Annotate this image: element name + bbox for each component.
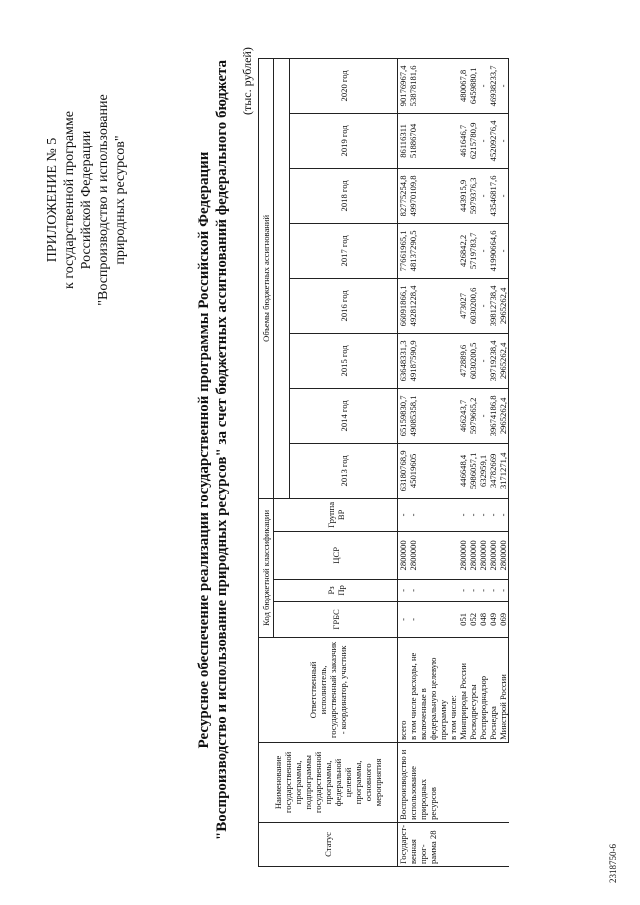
rz-pr-cell: - — [488, 579, 498, 601]
csr-cell: 2800000 — [478, 531, 488, 579]
value-cell: 2965262,4 — [498, 278, 509, 333]
header-year: 2017 год — [290, 223, 398, 278]
value-cell: - — [498, 58, 509, 113]
grbs-cell: 048 — [478, 601, 488, 637]
table-body — [398, 58, 509, 866]
value-cell: - — [478, 113, 488, 168]
value-cell: 82775254,8 — [398, 168, 409, 223]
value-cell: 6215780,9 — [468, 113, 478, 168]
appendix-header — [44, 50, 129, 350]
csr-cell: 2800000 — [488, 531, 498, 579]
value-cell: 2965262,4 — [498, 388, 509, 443]
program-name-cell: Воспроизводство и использование природных ресурсов — [398, 742, 509, 822]
value-cell: 472889,6 — [458, 333, 468, 388]
csr-cell: 2800000 — [408, 531, 448, 579]
value-cell: 34782669 — [488, 443, 498, 498]
value-cell: 39719238,4 — [488, 333, 498, 388]
rz-pr-cell: - — [468, 579, 478, 601]
value-cell: - — [498, 168, 509, 223]
header-vr: Группа ВР — [274, 498, 398, 531]
executor-cell: в том числе расходы, не включенные в федеральную целевую программу — [408, 637, 448, 742]
value-cell — [448, 168, 458, 223]
value-cell: 5979376,3 — [468, 168, 478, 223]
value-cell: 426842,2 — [458, 223, 468, 278]
grbs-cell: - — [408, 601, 448, 637]
grbs-cell: 051 — [458, 601, 468, 637]
value-cell: 77661965,1 — [398, 223, 409, 278]
value-cell: 49187590,9 — [408, 333, 448, 388]
header-year: 2020 год — [290, 58, 398, 113]
value-cell: - — [478, 58, 488, 113]
header-volumes: Объемы бюджетных ассигнований — [259, 58, 274, 498]
executor-cell: в том числе: — [448, 637, 458, 742]
value-cell: 48137290,5 — [408, 223, 448, 278]
appendix-line: природных ресурсов" — [113, 135, 128, 265]
document-number: 2318750-6 — [608, 844, 618, 883]
value-cell — [448, 58, 458, 113]
value-cell: 6459880,1 — [468, 58, 478, 113]
csr-cell: 2800000 — [468, 531, 478, 579]
rz-pr-cell: - — [398, 579, 409, 601]
units-label: (тыс. рублей) — [240, 47, 254, 115]
executor-cell: Росприроднадзор — [478, 637, 488, 742]
value-cell: 63180768,9 — [398, 443, 409, 498]
appendix-number: ПРИЛОЖЕНИЕ № 5 — [45, 137, 60, 263]
csr-cell: 2800000 — [498, 531, 509, 579]
vr-cell: - — [468, 498, 478, 531]
value-cell: 473027 — [458, 278, 468, 333]
value-cell: 6030200,5 — [468, 333, 478, 388]
value-cell: 45209276,4 — [488, 113, 498, 168]
value-cell: 6030200,6 — [468, 278, 478, 333]
value-cell — [448, 113, 458, 168]
vr-cell: - — [498, 498, 509, 531]
executor-cell: всего — [398, 637, 409, 742]
value-cell: 446648,4 — [458, 443, 468, 498]
value-cell: 49970109,8 — [408, 168, 448, 223]
header-year: 2018 год — [290, 168, 398, 223]
header-year: 2019 год — [290, 113, 398, 168]
csr-cell: 2800000 — [458, 531, 468, 579]
value-cell: 632959,1 — [478, 443, 488, 498]
vr-cell — [448, 498, 458, 531]
value-cell: 3171271,4 — [498, 443, 509, 498]
header-csr: ЦСР — [274, 531, 398, 579]
appendix-line: "Воспроизводство и использование — [96, 94, 111, 306]
table-row — [398, 58, 409, 866]
value-cell: 5979665,2 — [468, 388, 478, 443]
header-year: 2016 год — [290, 278, 398, 333]
value-cell — [448, 278, 458, 333]
rz-pr-cell: - — [478, 579, 488, 601]
grbs-cell — [448, 601, 458, 637]
csr-cell: 2800000 — [398, 531, 409, 579]
executor-cell: Минприроды России — [458, 637, 468, 742]
vr-cell: - — [458, 498, 468, 531]
appendix-line: к государственной программе — [62, 111, 77, 289]
value-cell: 5719783,7 — [468, 223, 478, 278]
value-cell: 63648331,3 — [398, 333, 409, 388]
rz-pr-cell — [448, 579, 458, 601]
value-cell: 51886704 — [408, 113, 448, 168]
value-cell: 443915,9 — [458, 168, 468, 223]
title-line-1: Ресурсное обеспечение реализации государственной программы Российской Федерации — [196, 151, 212, 749]
header-grbs: ГРБС — [274, 601, 398, 637]
value-cell: 480067,8 — [458, 58, 468, 113]
header-executor: Ответственный исполнитель, государственный заказчик - координатор, участник — [259, 637, 398, 742]
grbs-cell: 049 — [488, 601, 498, 637]
value-cell: 43546817,6 — [488, 168, 498, 223]
value-cell: 46938233,7 — [488, 58, 498, 113]
value-cell: 39812738,4 — [488, 278, 498, 333]
rz-pr-cell: - — [408, 579, 448, 601]
value-cell: 5986057,1 — [468, 443, 478, 498]
value-cell — [448, 388, 458, 443]
value-cell: 2965262,4 — [498, 333, 509, 388]
vr-cell: - — [488, 498, 498, 531]
value-cell: 53878181,6 — [408, 58, 448, 113]
csr-cell — [448, 531, 458, 579]
value-cell: 45019605 — [408, 443, 448, 498]
grbs-cell: - — [398, 601, 409, 637]
header-name: Наименование государственной программы, подпрограммы государственной программы, федеральной целевой программы, основного мероприятия — [259, 742, 398, 822]
value-cell — [448, 223, 458, 278]
value-cell: 65159830,7 — [398, 388, 409, 443]
rz-pr-cell: - — [458, 579, 468, 601]
value-cell: 39674186,8 — [488, 388, 498, 443]
header-status: Статус — [259, 822, 398, 866]
value-cell: 66091866,1 — [398, 278, 409, 333]
status-cell: Государст-венная прог-рамма 28 — [398, 822, 509, 866]
appendix-line: Российской Федерации — [79, 130, 94, 270]
value-cell: - — [478, 333, 488, 388]
value-cell: 466243,7 — [458, 388, 468, 443]
value-cell: 90176967,4 — [398, 58, 409, 113]
header-spacer — [274, 58, 290, 498]
executor-cell: Росводресурсы — [468, 637, 478, 742]
value-cell: - — [498, 223, 509, 278]
grbs-cell: 052 — [468, 601, 478, 637]
value-cell: - — [498, 113, 509, 168]
grbs-cell: 069 — [498, 601, 509, 637]
value-cell: - — [478, 388, 488, 443]
value-cell: 461646,7 — [458, 113, 468, 168]
value-cell: 49085358,1 — [408, 388, 448, 443]
header-year: 2015 год — [290, 333, 398, 388]
value-cell: - — [478, 278, 488, 333]
title-line-2: "Воспроизводство и использование природных ресурсов" за счет бюджетных ассигнований федерального бюджета — [214, 59, 230, 841]
page-title — [195, 25, 231, 875]
header-year: 2013 год — [290, 443, 398, 498]
value-cell — [448, 333, 458, 388]
vr-cell: - — [398, 498, 409, 531]
value-cell: 41990664,6 — [488, 223, 498, 278]
header-rz-pr: Рз Пр — [274, 579, 398, 601]
rz-pr-cell: - — [498, 579, 509, 601]
value-cell: - — [478, 168, 488, 223]
budget-table — [258, 58, 509, 867]
header-year: 2014 год — [290, 388, 398, 443]
value-cell: - — [478, 223, 488, 278]
executor-cell: Роснедра — [488, 637, 498, 742]
value-cell: 86116311 — [398, 113, 409, 168]
header-budget-code: Код бюджетной классификации — [259, 498, 274, 637]
value-cell — [448, 443, 458, 498]
vr-cell: - — [408, 498, 448, 531]
vr-cell: - — [478, 498, 488, 531]
value-cell: 49281228,4 — [408, 278, 448, 333]
executor-cell: Минстрой России — [498, 637, 509, 742]
